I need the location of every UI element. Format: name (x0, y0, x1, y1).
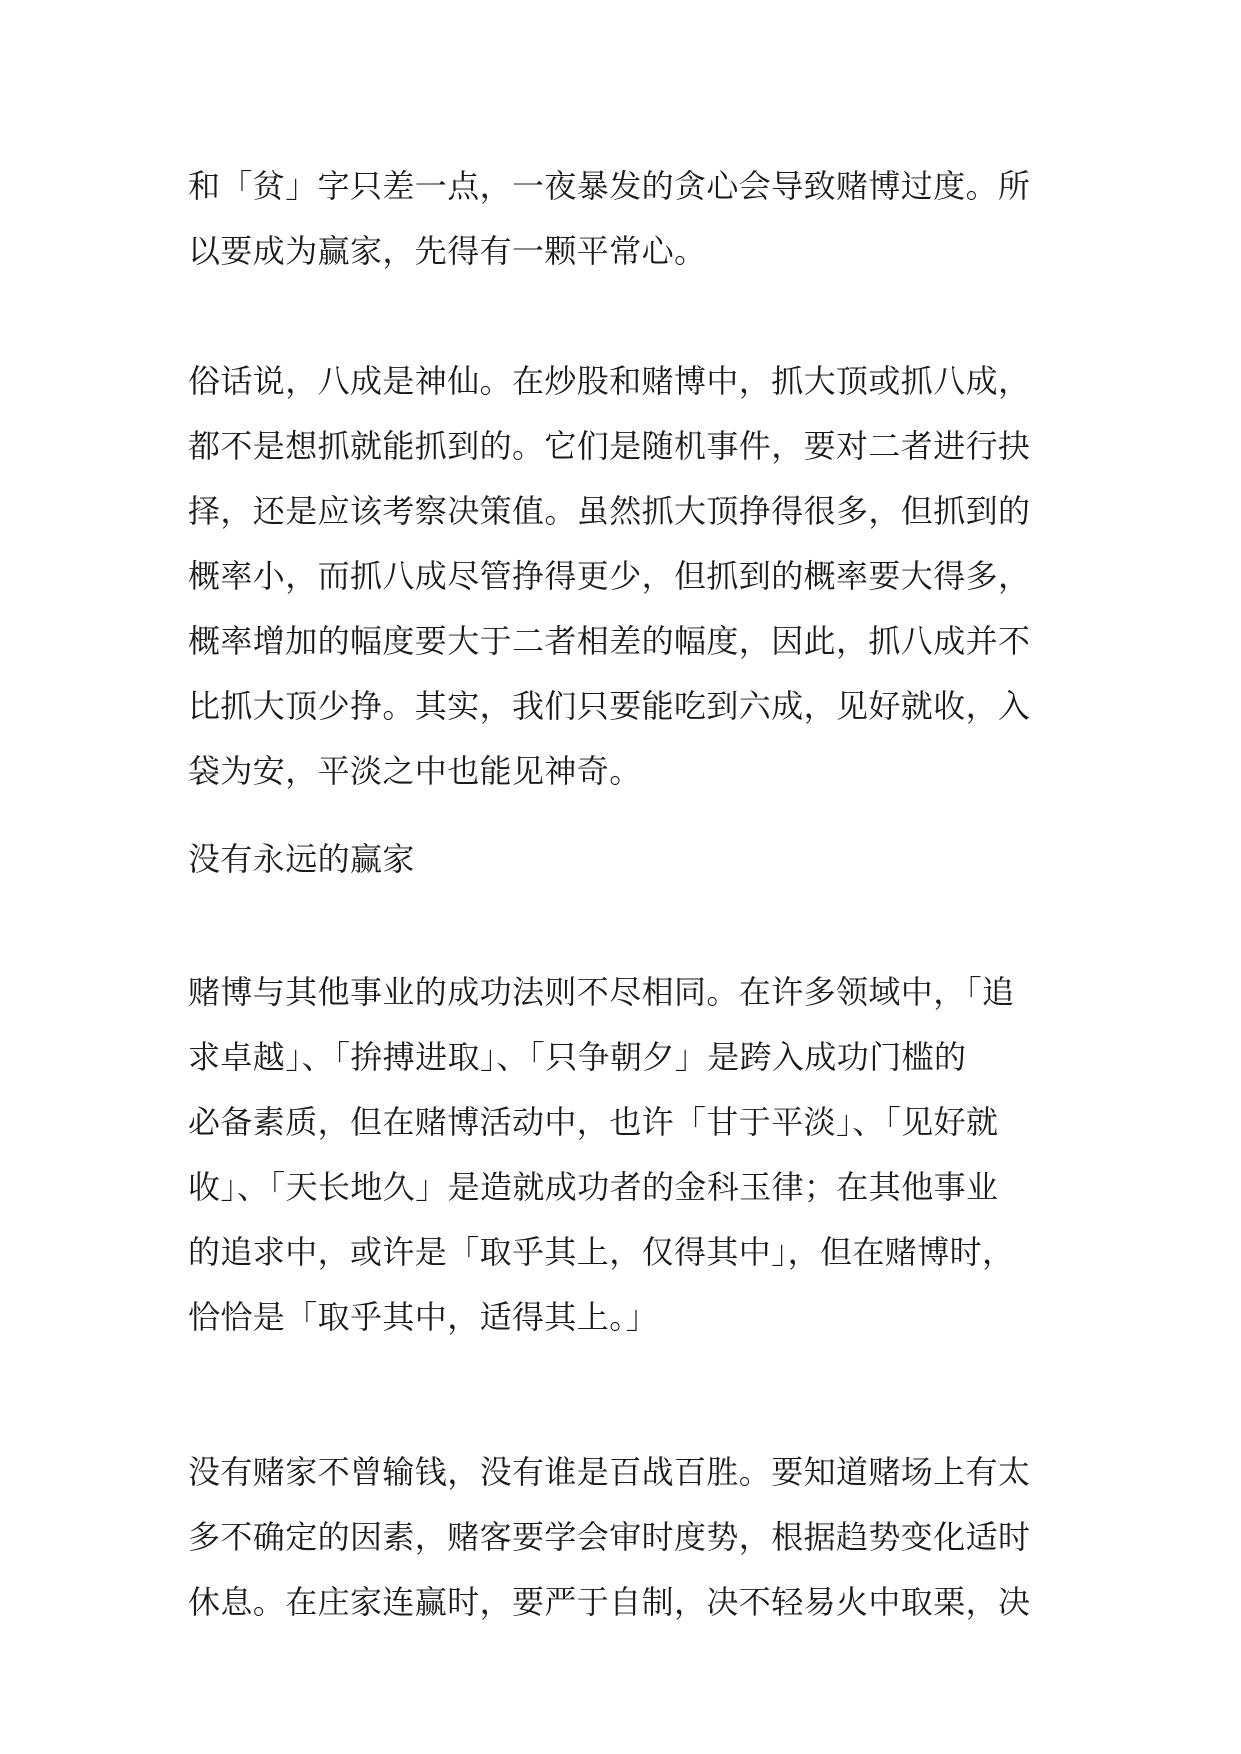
text-line: 择，还是应该考察决策值。虽然抓大顶挣得很多，但抓到的 (188, 492, 1031, 530)
text-line: 多不确定的因素，赌客要学会审时度势，根据趋势变化适时 (188, 1518, 1031, 1556)
paragraph (188, 960, 1068, 1350)
text-line: 休息。在庄家连赢时，要严于自制，决不轻易火中取栗，决 (188, 1583, 1031, 1621)
text-line: 的追求中，或许是「取乎其上，仅得其中」，但在赌博时， (188, 1233, 1015, 1271)
heading-text: 没有永远的赢家 (188, 840, 415, 878)
section-heading (188, 827, 1068, 892)
text-line: 赌博与其他事业的成功法则不尽相同。在许多领域中，「追 (188, 973, 1015, 1011)
text-line: 没有赌家不曾输钱，没有谁是百战百胜。要知道赌场上有太 (188, 1453, 1031, 1491)
paragraph (188, 1440, 1068, 1635)
text-line: 收」、「天长地久」是造就成功者的金科玉律；在其他事业 (188, 1168, 999, 1206)
text-line: 必备素质，但在赌博活动中，也许「甘于平淡」、「见好就 (188, 1103, 999, 1141)
paragraph (188, 154, 1068, 284)
text-line: 以要成为赢家，先得有一颗平常心。 (188, 232, 707, 270)
paragraph (188, 349, 1068, 804)
text-line: 比抓大顶少挣。其实，我们只要能吃到六成，见好就收，入 (188, 687, 1031, 725)
text-line: 袋为安，平淡之中也能见神奇。 (188, 752, 642, 790)
text-line: 概率增加的幅度要大于二者相差的幅度，因此，抓八成并不 (188, 622, 1031, 660)
text-line: 概率小，而抓八成尽管挣得更少，但抓到的概率要大得多， (188, 557, 1031, 595)
text-line: 都不是想抓就能抓到的。它们是随机事件，要对二者进行抉 (188, 427, 1031, 465)
text-line: 恰恰是「取乎其中，适得其上。」 (188, 1298, 659, 1336)
text-line: 求卓越」、「拚搏进取」、「只争朝夕」是跨入成功门槛的 (188, 1038, 967, 1076)
text-line: 和「贫」字只差一点，一夜暴发的贪心会导致赌博过度。所 (188, 167, 1031, 205)
text-line: 俗话说，八成是神仙。在炒股和赌博中，抓大顶或抓八成， (188, 362, 1031, 400)
